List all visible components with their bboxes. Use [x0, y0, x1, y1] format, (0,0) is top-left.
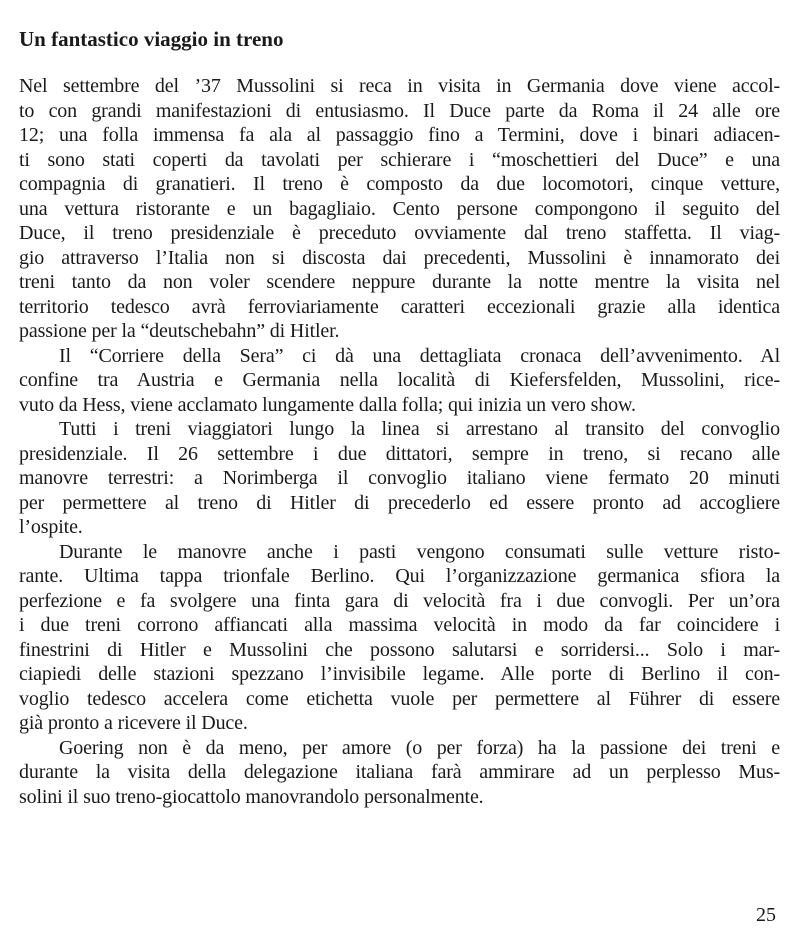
text-line: Tutti i treni viaggiatori lungo la linea si arrestano al transito del convoglio: [59, 418, 780, 440]
text-line: confine tra Austria e Germania nella località di Kiefersfelden, Mussolini, rice-: [19, 369, 780, 391]
text-line: solini il suo treno-giocattolo manovrandolo personalmente.: [19, 785, 484, 808]
text-line: ti sono stati coperti da tavolati per schierare i “moschettieri del Duce” e una: [19, 148, 780, 171]
chapter-title: Un fantastico viaggio in treno: [19, 27, 284, 51]
page-number: 25: [756, 904, 776, 926]
text-line: to con grandi manifestazioni di entusiasmo. Il Duce parte da Roma il 24 alle ore: [19, 99, 780, 122]
text-line: Nel settembre del ’37 Mussolini si reca in visita in Germania dove viene accol-: [19, 75, 780, 97]
text-line: perfezione e fa svolgere una finta gara di velocità fra i due convogli. Per un’ora: [19, 589, 780, 612]
paragraph-4: [19, 540, 780, 736]
body-text: [19, 74, 780, 809]
text-line: vuto da Hess, viene acclamato lungamente dalla folla; qui inizia un vero show.: [19, 393, 636, 416]
text-line: Il “Corriere della Sera” ci dà una dettagliata cronaca dell’avvenimento. Al: [59, 344, 780, 367]
paragraph-5: [19, 736, 780, 810]
text-line: treni tanto da non voler scendere neppure durante la notte mentre la visita nel: [19, 271, 780, 293]
text-line: Goering non è da meno, per amore (o per forza) ha la passione dei treni e: [59, 736, 780, 759]
text-line: durante la visita della delegazione italiana farà ammirare ad un perplesso Mus-: [19, 761, 780, 783]
text-line: 12; una folla immensa fa ala al passaggio fino a Termini, dove i binari adiacen-: [19, 124, 780, 146]
text-line: presidenziale. Il 26 settembre i due dittatori, sempre in treno, si recano alle: [19, 442, 780, 465]
text-line: una vettura ristorante e un bagagliaio. Cento persone compongono il seguito del: [19, 197, 780, 220]
text-line: Duce, il treno presidenziale è preceduto ovviamente dal treno staffetta. Il viag-: [19, 222, 780, 244]
paragraph-2: [19, 344, 780, 418]
text-line: i due treni corrono affiancati alla massima velocità in modo da far coincidere i: [19, 614, 780, 636]
paragraph-1: [19, 74, 780, 344]
text-line: l’ospite.: [19, 516, 83, 538]
text-line: finestrini di Hitler e Mussolini che possono salutarsi e sorridersi... Solo i mar-: [19, 638, 780, 661]
text-line: manovre terrestri: a Norimberga il convoglio italiano viene fermato 20 minuti: [19, 467, 780, 489]
text-line: territorio tedesco avrà ferroviariamente caratteri eccezionali grazie alla identica: [19, 295, 780, 318]
paragraph-3: [19, 417, 780, 540]
text-line: compagnia di granatieri. Il treno è composto da due locomotori, cinque vetture,: [19, 173, 780, 195]
text-line: ciapiedi delle stazioni spezzano l’invisibile legame. Alle porte di Berlino il con-: [19, 663, 780, 685]
text-line: Durante le manovre anche i pasti vengono consumati sulle vetture risto-: [59, 540, 780, 563]
text-line: per permettere al treno di Hitler di precederlo ed essere pronto ad accogliere: [19, 491, 780, 514]
text-line: già pronto a ricevere il Duce.: [19, 712, 248, 734]
text-line: rante. Ultima tappa trionfale Berlino. Qui l’organizzazione germanica sfiora la: [19, 565, 780, 587]
text-line: voglio tedesco accelera come etichetta vuole per permettere al Führer di essere: [19, 687, 780, 710]
text-line: passione per la “deutschebahn” di Hitler.: [19, 320, 340, 342]
text-line: gio attraverso l’Italia non si discosta dai precedenti, Mussolini è innamorato dei: [19, 246, 780, 269]
